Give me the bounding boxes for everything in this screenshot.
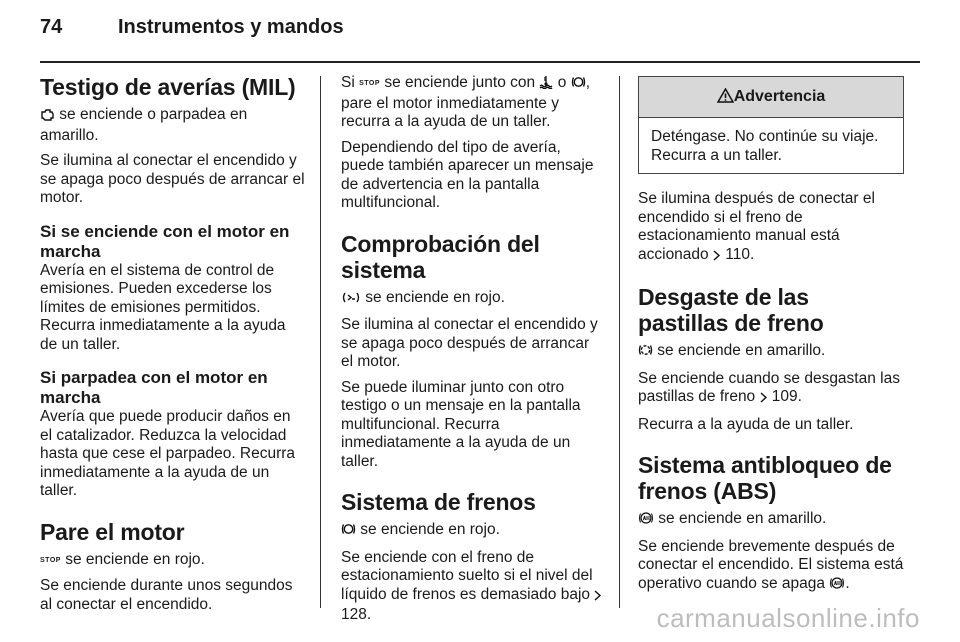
brake-pad-wear-icon (638, 343, 653, 363)
engine-warning-icon (40, 108, 55, 127)
paragraph: Avería que puede producir daños en el catalizador. Reduzca la velocidad hasta que cese el parpadeo. Recurra inmediatamente a la ayuda de un taller. (40, 408, 296, 499)
abs-icon (829, 576, 845, 596)
brake-system-icon (341, 522, 356, 542)
section-title: Testigo de averías (MIL) (40, 74, 296, 100)
header-rule (40, 61, 920, 63)
paragraph: Recurra a la ayuda de un taller. (638, 415, 854, 433)
paragraph: Si STOP se enciende junto con o , pare el motor inmediatamente y recurra a la ayuda de un taller. (341, 74, 590, 130)
page-number: 74 (40, 16, 63, 38)
warning-header (639, 77, 903, 118)
paragraph: se enciende en rojo. (341, 521, 605, 542)
section-title: Comprobación del sistema (341, 230, 540, 283)
warning-box (638, 76, 904, 174)
column-2 (341, 74, 605, 632)
paragraph: Se ilumina al conectar el encendido y se apaga poco después de arrancar el motor. (341, 316, 598, 370)
stop-icon: STOP (359, 80, 381, 87)
section-title: Sistema de frenos (341, 489, 536, 515)
column-3 (638, 74, 904, 602)
warning-title: Advertencia (733, 88, 826, 105)
paragraph: Se enciende con el freno de estacionamiento suelto si el nivel del líquido de frenos es demasiado bajo 128. (341, 549, 605, 625)
page-reference-icon (760, 390, 768, 409)
chapter-title: Instrumentos y mandos (118, 16, 344, 38)
subsection-title: Si se enciende con el motor en marcha (40, 221, 290, 261)
paragraph: Se enciende durante unos segundos al conectar el encendido. (40, 577, 293, 613)
paragraph: se enciende o parpadea en amarillo. (40, 106, 248, 144)
paragraph: se enciende en amarillo. (638, 510, 904, 531)
paragraph: Se ilumina al conectar el encendido y se apaga poco después de arrancar el motor. (40, 152, 305, 206)
column-divider (619, 76, 620, 608)
abs-icon (638, 511, 654, 531)
section-title: Sistema antibloqueo de frenos (ABS) (638, 452, 892, 504)
stop-icon: STOP (40, 556, 61, 564)
column-divider (320, 76, 321, 608)
section-title: Pare el motor (40, 518, 185, 545)
page-reference-icon (713, 248, 721, 267)
paragraph: Avería en el sistema de control de emisiones. Pueden excederse los límites de emisiones permitidos. Recurra inmediatamente a la ayuda de un taller. (40, 261, 286, 353)
system-check-icon (341, 291, 361, 310)
paragraph: Se ilumina después de conectar el encendido si el freno de estacionamiento manual está accionado 110. (638, 190, 904, 266)
warning-text: Deténgase. No continúe su viaje. Recurra a un taller. (651, 128, 879, 164)
page-header (40, 16, 920, 48)
paragraph: se enciende en rojo. (341, 289, 605, 310)
coolant-temperature-icon (539, 75, 553, 95)
paragraph: Dependiendo del tipo de avería, puede también aparecer un mensaje de advertencia en la pantalla multifuncional. (341, 138, 594, 211)
paragraph: se enciende en amarillo. (638, 342, 904, 363)
paragraph: Se enciende brevemente después de conectar el encendido. El sistema está operativo cuando se apaga . (638, 538, 904, 596)
paragraph: Se enciende cuando se desgastan las pastillas de freno 109. (638, 370, 904, 409)
section-title: Desgaste de las pastillas de freno (638, 284, 824, 336)
column-1 (40, 74, 306, 621)
warning-triangle-icon (717, 79, 734, 119)
brake-system-icon (571, 75, 586, 95)
subsection-title: Si parpadea con el motor en marcha (40, 368, 268, 407)
watermark: carmanualsonline.info (656, 603, 920, 633)
paragraph: STOP se enciende en rojo. (40, 550, 205, 568)
paragraph: Se puede iluminar junto con otro testigo o un mensaje en la pantalla multifuncional. Recurra inmediatamente a la ayuda de un taller. (341, 378, 581, 470)
page-reference-icon (594, 588, 602, 607)
